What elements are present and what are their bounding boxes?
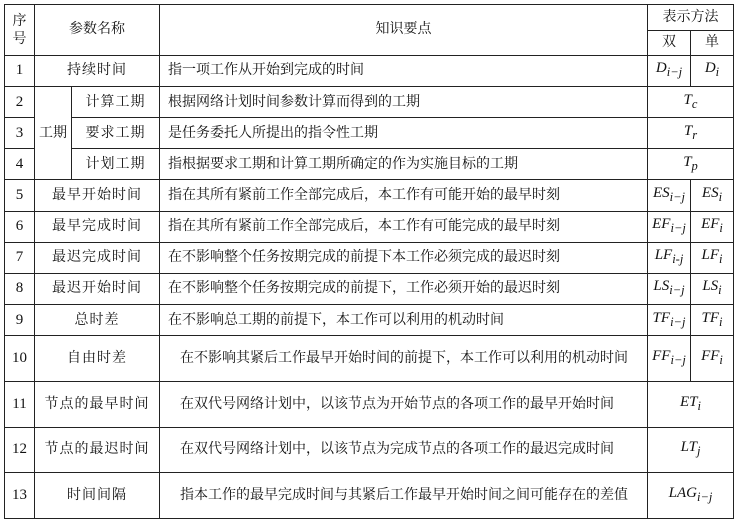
row-symbol-single: $ES_i$ bbox=[691, 180, 734, 211]
row-symbol-single: $D_i$ bbox=[691, 55, 734, 86]
row-symbol-double: $FF_{i-j}$ bbox=[648, 336, 691, 382]
row-name: 最迟开始时间 bbox=[35, 273, 160, 304]
row-desc: 在不影响其紧后工作最早开始时间的前提下，本工作可以利用的机动时间 bbox=[160, 336, 648, 382]
row-no: 4 bbox=[5, 149, 35, 180]
row-symbol-double: $D_{i-j}$ bbox=[648, 55, 691, 86]
header-name: 参数名称 bbox=[35, 5, 160, 56]
row-name: 要求工期 bbox=[72, 118, 160, 149]
table-row bbox=[5, 180, 734, 211]
row-name: 自由时差 bbox=[35, 336, 160, 382]
header-notation: 表示方法 bbox=[648, 5, 734, 31]
row-no: 10 bbox=[5, 336, 35, 382]
header-double: 双 bbox=[648, 30, 691, 55]
row-symbol-double: $ES_{i-j}$ bbox=[648, 180, 691, 211]
row-desc: 指一项工作从开始到完成的时间 bbox=[160, 55, 648, 86]
row-symbol-single: $TF_i$ bbox=[691, 304, 734, 335]
row-no: 1 bbox=[5, 55, 35, 86]
row-symbol-double: $TF_{i-j}$ bbox=[648, 304, 691, 335]
row-no: 6 bbox=[5, 211, 35, 242]
row-desc: 在不影响整个任务按期完成的前提下本工作必须完成的最迟时刻 bbox=[160, 242, 648, 273]
row-desc: 是任务委托人所提出的指令性工期 bbox=[160, 118, 648, 149]
row-name: 时间间隔 bbox=[35, 473, 160, 519]
row-symbol-double: $EF_{i-j}$ bbox=[648, 211, 691, 242]
group-label: 工期 bbox=[35, 87, 72, 180]
table-row bbox=[5, 336, 734, 382]
row-desc: 根据网络计划时间参数计算而得到的工期 bbox=[160, 87, 648, 118]
table-row bbox=[5, 273, 734, 304]
row-desc: 在不影响总工期的前提下，本工作可以利用的机动时间 bbox=[160, 304, 648, 335]
header-single: 单 bbox=[691, 30, 734, 55]
row-desc: 指根据要求工期和计算工期所确定的作为实施目标的工期 bbox=[160, 149, 648, 180]
row-symbol-single: $LS_i$ bbox=[691, 273, 734, 304]
row-no: 5 bbox=[5, 180, 35, 211]
row-name: 节点的最早时间 bbox=[35, 381, 160, 427]
row-symbol-single: $LF_i$ bbox=[691, 242, 734, 273]
row-symbol-single: $EF_i$ bbox=[691, 211, 734, 242]
row-name: 计算工期 bbox=[72, 87, 160, 118]
row-desc: 在双代号网络计划中，以该节点为开始节点的各项工作的最早开始时间 bbox=[160, 381, 648, 427]
row-name: 节点的最迟时间 bbox=[35, 427, 160, 473]
row-symbol: $LAG_{i-j}$ bbox=[648, 473, 734, 519]
row-no: 12 bbox=[5, 427, 35, 473]
table-row bbox=[5, 427, 734, 473]
table-row bbox=[5, 211, 734, 242]
row-name: 计划工期 bbox=[72, 149, 160, 180]
table-row bbox=[5, 304, 734, 335]
row-desc: 在不影响整个任务按期完成的前提下，工作必须开始的最迟时刻 bbox=[160, 273, 648, 304]
row-name: 最早完成时间 bbox=[35, 211, 160, 242]
row-name: 持续时间 bbox=[35, 55, 160, 86]
row-desc: 指在其所有紧前工作全部完成后，本工作有可能完成的最早时刻 bbox=[160, 211, 648, 242]
table-row bbox=[5, 242, 734, 273]
row-no: 7 bbox=[5, 242, 35, 273]
table-row bbox=[5, 55, 734, 86]
row-name: 总时差 bbox=[35, 304, 160, 335]
row-desc: 指在其所有紧前工作全部完成后，本工作有可能开始的最早时刻 bbox=[160, 180, 648, 211]
row-symbol-single: $FF_i$ bbox=[691, 336, 734, 382]
row-no: 13 bbox=[5, 473, 35, 519]
row-no: 9 bbox=[5, 304, 35, 335]
table-row bbox=[5, 381, 734, 427]
row-desc: 在双代号网络计划中，以该节点为完成节点的各项工作的最迟完成时间 bbox=[160, 427, 648, 473]
row-no: 11 bbox=[5, 381, 35, 427]
row-symbol-double: $LF_{i-j}$ bbox=[648, 242, 691, 273]
row-no: 8 bbox=[5, 273, 35, 304]
table-row bbox=[5, 149, 734, 180]
row-name: 最早开始时间 bbox=[35, 180, 160, 211]
row-symbol: $LT_j$ bbox=[648, 427, 734, 473]
row-symbol-double: $LS_{i-j}$ bbox=[648, 273, 691, 304]
table-row bbox=[5, 473, 734, 519]
row-no: 2 bbox=[5, 87, 35, 118]
parameter-table bbox=[4, 4, 734, 519]
row-symbol: $T_p$ bbox=[648, 149, 734, 180]
row-symbol: $T_c$ bbox=[648, 87, 734, 118]
row-desc: 指本工作的最早完成时间与其紧后工作最早开始时间之间可能存在的差值 bbox=[160, 473, 648, 519]
table-row bbox=[5, 118, 734, 149]
row-symbol: $T_r$ bbox=[648, 118, 734, 149]
row-symbol: $ET_i$ bbox=[648, 381, 734, 427]
row-name: 最迟完成时间 bbox=[35, 242, 160, 273]
row-no: 3 bbox=[5, 118, 35, 149]
header-no: 序 号 bbox=[5, 5, 35, 56]
table-row bbox=[5, 87, 734, 118]
header-desc: 知识要点 bbox=[160, 5, 648, 56]
